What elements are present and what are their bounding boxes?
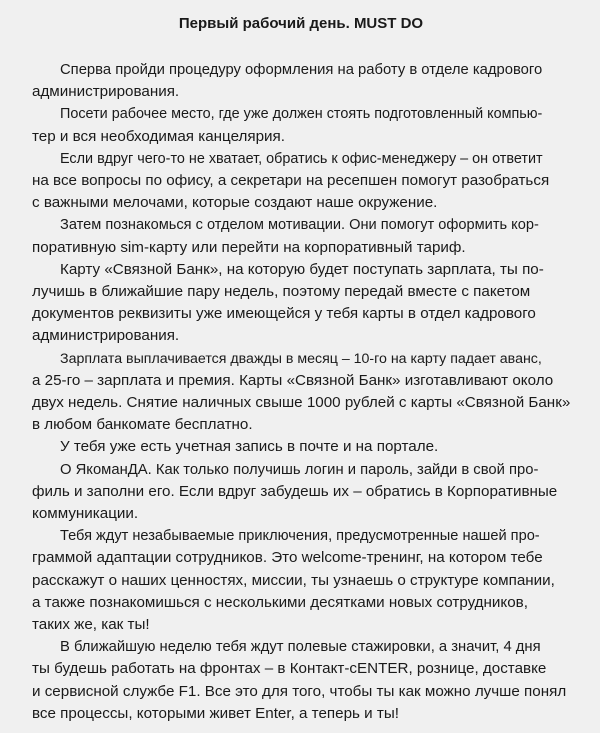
paragraph-line: Затем познакомься с отделом мотивации. Они помогут оформить кор- bbox=[60, 217, 539, 234]
paragraph-line: У тебя уже есть учетная запись в почте и на портале. bbox=[60, 438, 439, 456]
paragraph-line: а также познакомишься с несколькими десятками новых сотрудников, bbox=[32, 593, 528, 611]
paragraph-line: Карту «Связной Банк», на которую будет поступать зарплата, ты по- bbox=[60, 260, 544, 278]
page-title: Первый рабочий день. MUST DO bbox=[178, 15, 424, 32]
paragraph-line: филь и заполни его. Если вдруг забудешь их – обратись в Корпоративные bbox=[32, 482, 558, 500]
paragraph bbox=[32, 259, 570, 348]
paragraph bbox=[32, 103, 570, 147]
paragraph-line: администрирования. bbox=[32, 83, 180, 101]
paragraph-line: граммой адаптации сотрудников. Это welcome-тренинг, на котором тебе bbox=[32, 549, 543, 567]
paragraph-line: администрирования. bbox=[32, 327, 180, 345]
paragraph-line: таких же, как ты! bbox=[32, 616, 150, 634]
paragraph-line: ты будешь работать на фронтах – в Контакт-cENTER, рознице, доставке bbox=[32, 660, 547, 678]
paragraph-line: тер и вся необходимая канцелярия. bbox=[32, 127, 285, 145]
paragraph-line: на все вопросы по офису, а секретари на ресепшен помогут разобраться bbox=[32, 172, 550, 190]
paragraph-line: Сперва пройди процедуру оформления на работу в отделе кадрового bbox=[60, 62, 543, 78]
paragraph-line: а 25-го – зарплата и премия. Карты «Связной Банк» изготавливают около bbox=[32, 371, 554, 389]
paragraph bbox=[32, 459, 570, 526]
paragraph-line: Если вдруг чего-то не хватает, обратись к офис-менеджеру – он ответит bbox=[60, 150, 543, 167]
paragraph-line: с важными мелочами, которые создают наше окружение. bbox=[32, 194, 438, 212]
paragraph bbox=[32, 59, 570, 103]
paragraph bbox=[32, 348, 570, 437]
paragraph-line: поративную sim-карту или перейти на корпоративный тариф. bbox=[32, 238, 466, 256]
paragraph-line: расскажут о наших ценностях, миссии, ты узнаешь о структуре компании, bbox=[32, 571, 555, 589]
paragraph-line: Тебя ждут незабываемые приключения, предусмотренные нашей про- bbox=[60, 528, 540, 545]
paragraph-line: Посети рабочее место, где уже должен стоять подготовленный компью- bbox=[60, 106, 543, 123]
paragraph bbox=[32, 636, 570, 725]
paragraph-line: коммуникации. bbox=[32, 505, 139, 523]
paragraph-line: Зарплата выплачивается дважды в месяц – 10-го на карту падает аванс, bbox=[60, 350, 542, 367]
paragraph-line: и сервисной службе F1. Все это для того, чтобы ты как можно лучше понял bbox=[32, 682, 567, 700]
paragraph-line: все процессы, которыми живет Enter, а теперь и ты! bbox=[32, 704, 399, 722]
paragraph-line: лучишь в ближайшие пару недель, поэтому передай вместе с пакетом bbox=[32, 283, 531, 301]
paragraph-line: в любом банкомате бесплатно. bbox=[32, 416, 253, 434]
paragraph-line: В ближайшую неделю тебя ждут полевые стажировки, а значит, 4 дня bbox=[60, 639, 541, 656]
document-body bbox=[32, 59, 570, 725]
paragraph-line: О ЯкоманДА. Как только получишь логин и пароль, зайди в свой про- bbox=[60, 461, 539, 478]
paragraph bbox=[32, 525, 570, 636]
paragraph bbox=[32, 436, 570, 458]
paragraph-line: двух недель. Снятие наличных свыше 1000 рублей с карты «Связной Банк» bbox=[32, 394, 571, 412]
paragraph-line: документов реквизиты уже имеющейся у тебя карты в отдел кадрового bbox=[32, 305, 536, 323]
paragraph bbox=[32, 214, 570, 258]
paragraph bbox=[32, 148, 570, 215]
